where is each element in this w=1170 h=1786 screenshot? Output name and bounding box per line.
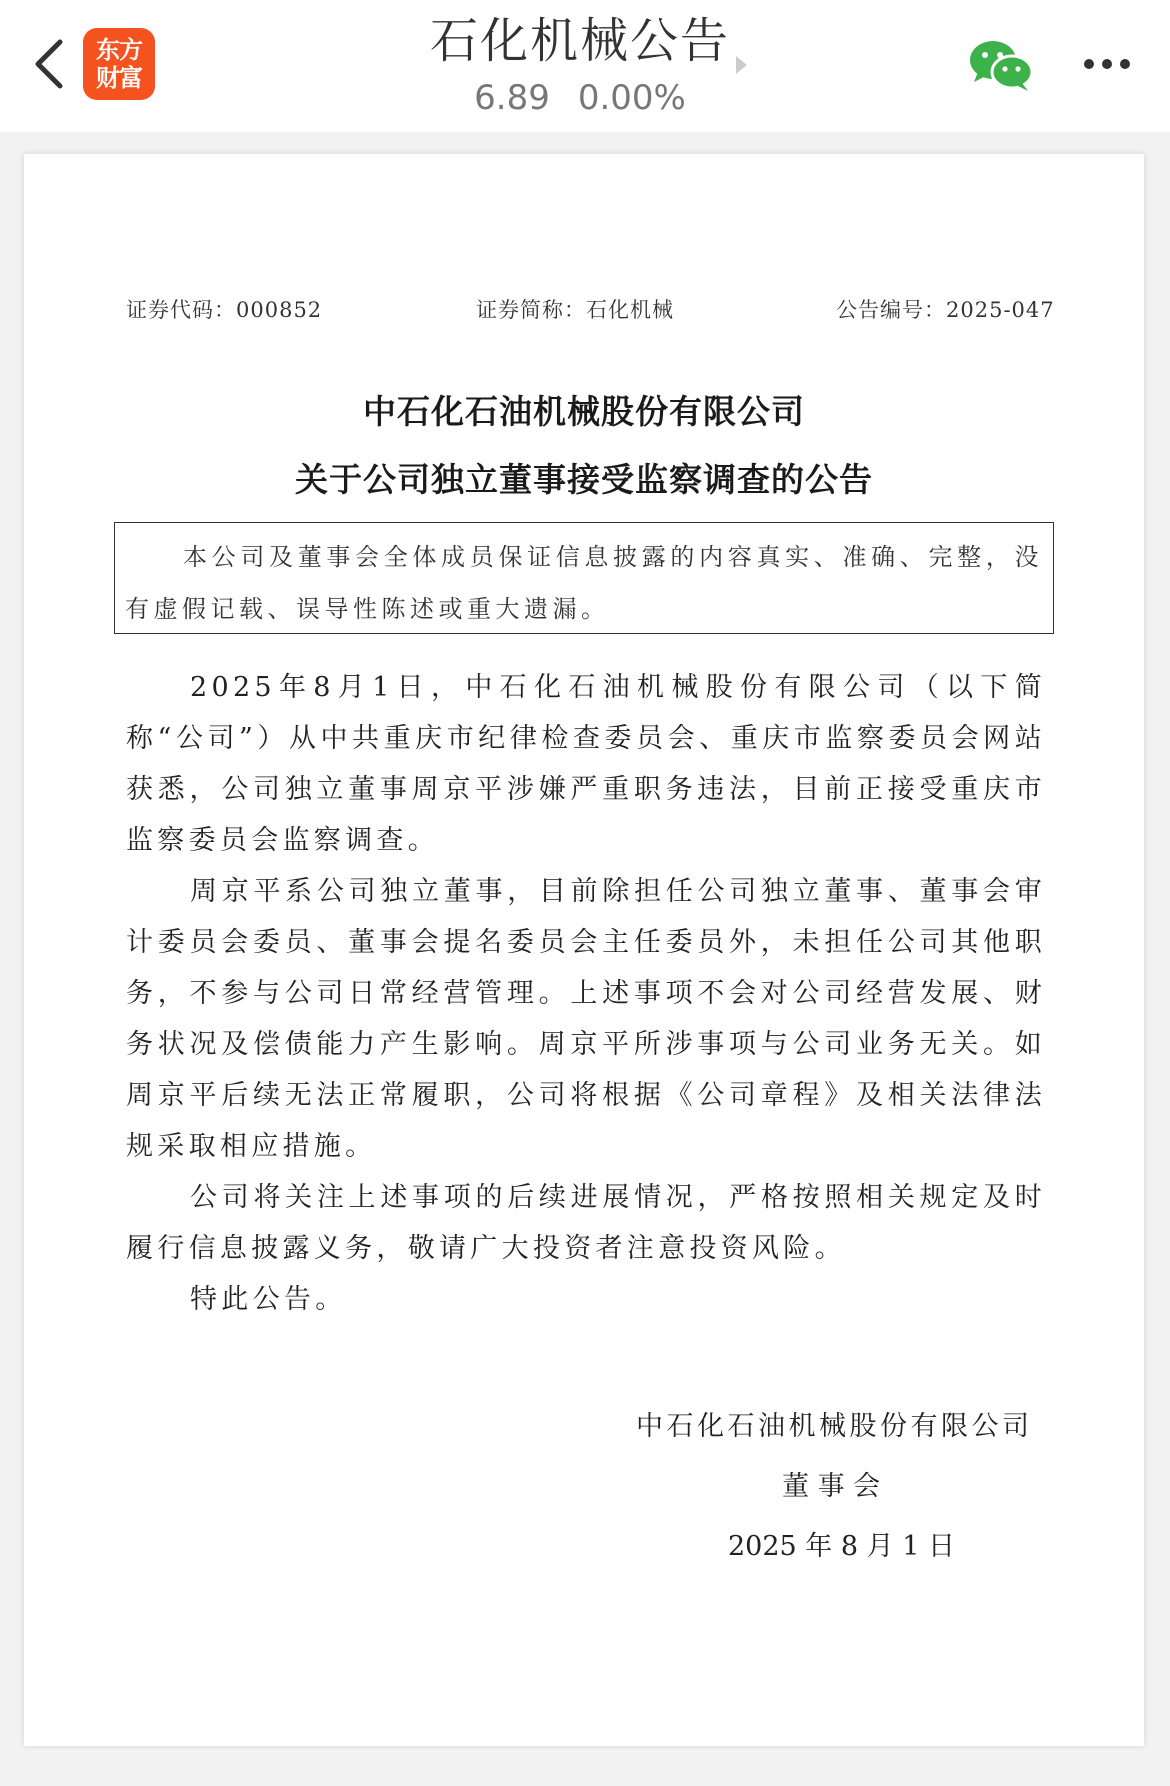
doc-title-line2: 关于公司独立董事接受监察调查的公告 [295,460,873,499]
security-code: 证券代码：000852 [126,298,323,322]
app-logo[interactable] [83,28,155,100]
signature-company: 中石化石油机械股份有限公司 [636,1411,1033,1442]
stock-change: 0.00% [577,78,686,118]
body-paragraph: 周京平系公司独立董事，目前除担任公司独立董事、董事会审计委员会委员、董事会提名委员会主任委员外，未担任公司其他职务，不参与公司日常经营管理。上述事项不会对公司经营发展、财务状况及偿债能力产生影响。周京平所涉事项与公司业务无关。如周京平后续无法正常履职，公司将根据《公司章程》及相关法律法规采取相应措施。 [126,876,1046,1162]
stock-price: 6.89 [474,78,550,118]
announcement-body [126,662,1046,1325]
chevron-left-icon[interactable] [28,36,68,92]
top-bar [0,0,1170,132]
header-title-block[interactable] [300,6,860,120]
wechat-icon[interactable] [968,38,1034,94]
signature-date: 2025 年 8 月 1 日 [728,1531,955,1562]
security-short-name: 证券简称：石化机械 [476,298,674,322]
announcement-number: 公告编号：2025-047 [836,298,1055,322]
doc-title-line1: 中石化石油机械股份有限公司 [363,392,805,431]
logo-text-line2: 财富 [96,64,142,92]
disclaimer-box: 本公司及董事会全体成员保证信息披露的内容真实、准确、完整，没有虚假记载、误导性陈述或重大遗漏。 [114,522,1054,634]
signature-board: 董 事 会 [782,1471,881,1502]
body-paragraph: 2025年8月1日，中石化石油机械股份有限公司（以下简称“公司”）从中共重庆市纪律检查委员会、重庆市监察委员会网站获悉，公司独立董事周京平涉嫌严重职务违法，目前正接受重庆市监察委员会监察调查。 [126,672,1046,856]
announcement-document [24,154,1144,1746]
stock-quote [300,76,860,120]
page-title: 石化机械公告 [429,13,730,69]
body-paragraph: 特此公告。 [190,1284,347,1315]
caret-right-icon[interactable] [736,56,747,74]
logo-text-line1: 东方 [96,36,142,64]
body-paragraph: 公司将关注上述事项的后续进展情况，严格按照相关规定及时履行信息披露义务，敬请广大投资者注意投资风险。 [126,1182,1046,1264]
more-icon[interactable] [1082,44,1132,84]
